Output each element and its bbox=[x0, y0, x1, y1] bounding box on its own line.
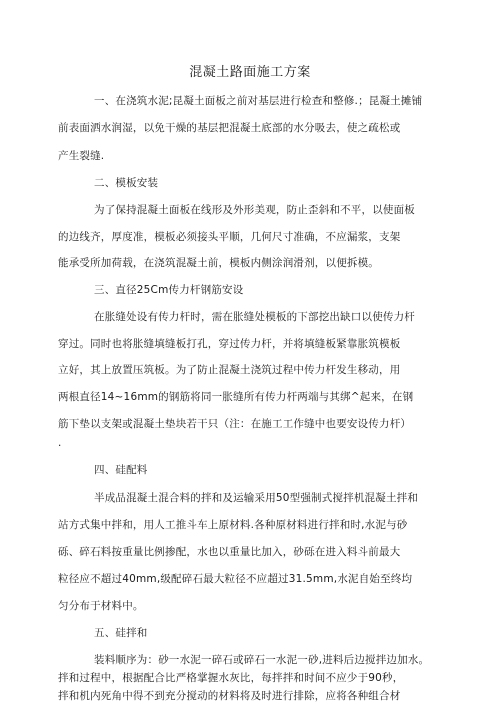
paragraph-line: 拌和过程中，根据配合比严格掌握水灰比，每拌拌和时间不应少于90秒， bbox=[58, 672, 404, 684]
section-heading: 四、硅配料 bbox=[94, 464, 148, 476]
paragraph-line: 筋下垫以支架或混凝土垫块若干只（注：在施工工作缝中也要安设传力杆） bbox=[58, 418, 412, 430]
paragraph-line: 匀分布于材料中。 bbox=[58, 600, 144, 612]
paragraph-line: 砾、碎石料按重量比例掺配，水也以重量比加入，砂砾在进入料斗前最大 bbox=[58, 546, 401, 558]
paragraph-line: 装料顺序为：砂一水泥一碎石或碎石一水泥一砂,进料后边搅拌边加水。 bbox=[94, 654, 430, 666]
paragraph-line: 站方式集中拌和，用人工推斗车上原材料.各种原材料进行拌和时,水泥与砂 bbox=[58, 519, 408, 531]
paragraph-line: 在胀缝处设有传力杆时，需在胀缝处模板的下部挖出缺口以使传力杆 bbox=[94, 311, 415, 323]
paragraph-line: 的边线齐，厚度准，模板必须接头平顺，几何尺寸准确，不应漏浆，支架 bbox=[58, 231, 401, 243]
paragraph-line: 产生裂缝. bbox=[58, 150, 105, 162]
paragraph-line: 能承受所加荷载，在浇筑混凝土前，模板内侧涂润滑剂，以便拆模。 bbox=[58, 257, 379, 269]
paragraph-line: 一、在浇筑水泥;昆凝土面板之前对基层进行检查和整修.；昆凝土摊铺 bbox=[94, 95, 423, 107]
paragraph-line: 为了保持混凝土面板在线形及外形美观，防止歪斜和不平，以使面板 bbox=[94, 204, 415, 216]
paragraph-line: 穿过。同时也将胀缝填缝板打孔，穿过传力杆，并将填缝板紧靠胀筑模板 bbox=[58, 338, 401, 350]
paragraph-line: · bbox=[58, 440, 62, 452]
section-heading: 五、硅拌和 bbox=[94, 627, 148, 639]
page-title: 混凝土路面施工方案 bbox=[189, 65, 311, 80]
paragraph-line: 拌和机内死角中得不到充分搅动的材料将及时进行排除，应将各种组合材 bbox=[58, 690, 401, 702]
section-heading: 三、直径25Cm传力杆钢筋安设 bbox=[94, 284, 244, 296]
paragraph-line: 立好，其上放置压筑板。为了防止混凝土浇筑过程中传力杆发生移动，用 bbox=[58, 364, 401, 376]
paragraph-line: 半成品混凝土混合料的拌和及运输采用50型强制式搅拌机混凝土拌和 bbox=[94, 492, 419, 504]
paragraph-line: 粒径应不超过40mm,级配碎石最大粒径不应超过31.5mm,水泥自始至终均 bbox=[58, 573, 413, 585]
paragraph-line: 两根直径14~16mm的钢筋将同一胀缝所有传力杆两端与其绑^起来，在钢 bbox=[58, 391, 414, 403]
paragraph-line: 前表面洒水润湿，以免干燥的基层把混凝土底部的水分吸去，使之疏松或 bbox=[58, 122, 401, 134]
section-heading: 二、模板安装 bbox=[94, 177, 159, 189]
